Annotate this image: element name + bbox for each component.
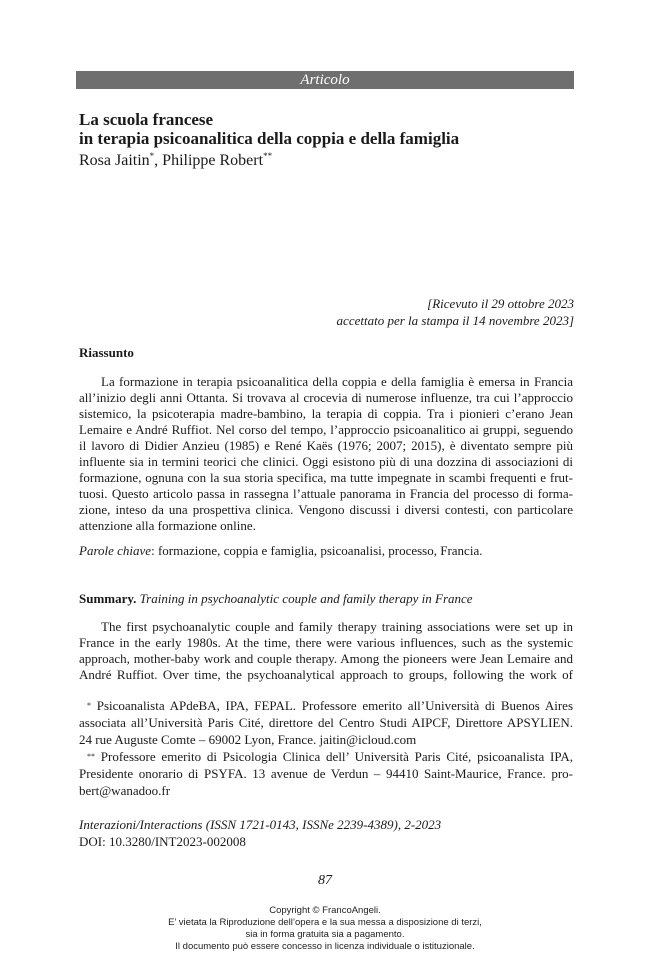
abstract-line: La formazione in terapia psicoanalitica della coppia e della famiglia è emersa in Francia — [101, 374, 573, 389]
summary-heading-line — [79, 591, 573, 607]
received-dates — [337, 295, 574, 329]
author-mark-2: ** — [263, 151, 273, 161]
footnote-line: Professore emerito di Psicologia Clinica dell’ Università Paris Cité, psicoanalista IPA, — [100, 749, 573, 764]
keywords — [79, 543, 573, 559]
footnote-line: Presidente onorario di PSYFA. 13 avenue de Verdun – 94410 Saint-Maurice, France. pro- — [79, 766, 573, 781]
copyright-line: Copyright © FrancoAngeli. — [269, 905, 381, 916]
footnote-line: 24 rue Auguste Comte – 69002 Lyon, France. jaitin@icloud.com — [79, 732, 417, 747]
abstract-line: sistemico, la psicoterapia madre-bambino, la terapia di coppia. Tra i pionieri c’erano Jean — [79, 406, 573, 421]
authors — [79, 152, 272, 170]
summary-line: The first psychoanalytic couple and family therapy training associations were set up in — [101, 619, 573, 634]
abstract-heading: Riassunto — [79, 345, 134, 360]
summary-line: France in the early 1980s. At the time, there were various influences, such as the systemic — [79, 635, 573, 650]
copyright-line: sia in forma gratuita sia a pagamento. — [245, 929, 405, 940]
author-name-2: Philippe Robert — [162, 152, 264, 169]
keywords-label: Parole chiave — [79, 543, 152, 558]
abstract-line: influente sia in termini teorici che clinici. Oggi esistono più di una dozzina di associazioni di — [79, 454, 573, 469]
received-line-2: accettato per la stampa il 14 novembre 2023] — [336, 313, 574, 328]
footnote-mark-2: ** — [87, 752, 95, 761]
footnote-mark-1: * — [87, 701, 91, 710]
footnote-1 — [79, 697, 573, 748]
page-number: 87 — [318, 873, 332, 888]
author-name-1: Rosa Jaitin — [79, 152, 150, 169]
footnote-2 — [79, 748, 573, 799]
summary-title: Training in psychoanalytic couple and family therapy in France — [139, 591, 473, 606]
received-line-1: [Ricevuto il 29 ottobre 2023 — [427, 296, 574, 311]
author-mark-1: * — [149, 151, 155, 161]
article-title — [79, 110, 579, 148]
copyright-line: Il documento può essere concesso in licenza individuale o istituzionale. — [175, 941, 475, 952]
abstract-line: zione, inteso da una prospettiva clinica. Vengono discussi i diversi contesti, con particolare — [79, 502, 573, 517]
doi: DOI: 10.3280/INT2023-002008 — [79, 834, 246, 849]
abstract-line: Lemaire e André Ruffiot. Nel corso del tempo, l’approccio psicoanalitico ai gruppi, seguendo — [79, 422, 573, 437]
journal-citation: Interazioni/Interactions (ISSN 1721-0143, ISSNe 2239-4389), 2-2023 — [79, 817, 442, 832]
abstract-paragraph — [79, 374, 573, 534]
title-line-1: La scuola francese — [79, 110, 214, 129]
journal-info — [79, 816, 441, 850]
footnote-line: bert@wanadoo.fr — [79, 783, 171, 798]
copyright-notice — [0, 905, 650, 953]
summary-line: André Ruffiot. Over time, the psychoanalytical approach to groups, following the work of — [79, 667, 573, 682]
footnote-line: Psicoanalista APdeBA, IPA, FEPAL. Professore emerito all’Università di Buenos Aires — [96, 698, 573, 713]
abstract-line: formazione, ognuna con la sua storia specifica, ma tutte impegnate in scambi frequenti e frut- — [79, 470, 573, 485]
keywords-list: : formazione, coppia e famiglia, psicoanalisi, processo, Francia. — [151, 543, 483, 558]
footnotes — [79, 697, 573, 799]
abstract-line: all’inizio degli anni Ottanta. Si trovava al crocevia di numerose influenze, tra cui l’approccio — [79, 390, 573, 405]
summary-line: approach, mother-baby work and couple therapy. Among the pioneers were Jean Lemaire and — [79, 651, 573, 666]
summary-heading: Summary. — [79, 591, 137, 606]
author-separator: , — [154, 152, 163, 169]
summary-paragraph — [79, 619, 573, 683]
copyright-line: E’ vietata la Riproduzione dell’opera e la sua messa a disposizione di terzi, — [168, 917, 482, 928]
title-line-2: in terapia psicoanalitica della coppia e della famiglia — [79, 129, 460, 148]
section-label: Articolo — [76, 71, 574, 89]
footnote-line: associata all’Università Paris Cité, direttore del Centro Studi AIPCF, Direttore APSYLIEN. — [79, 715, 573, 730]
abstract-line: tuosi. Questo articolo passa in rassegna l’attuale panorama in Francia del processo di forma- — [79, 486, 573, 501]
abstract-line: attenzione alla formazione online. — [79, 518, 256, 533]
abstract-line: il lavoro di Didier Anzieu (1985) e René Kaës (1976; 2007; 2015), è diventato sempre più — [79, 438, 573, 453]
